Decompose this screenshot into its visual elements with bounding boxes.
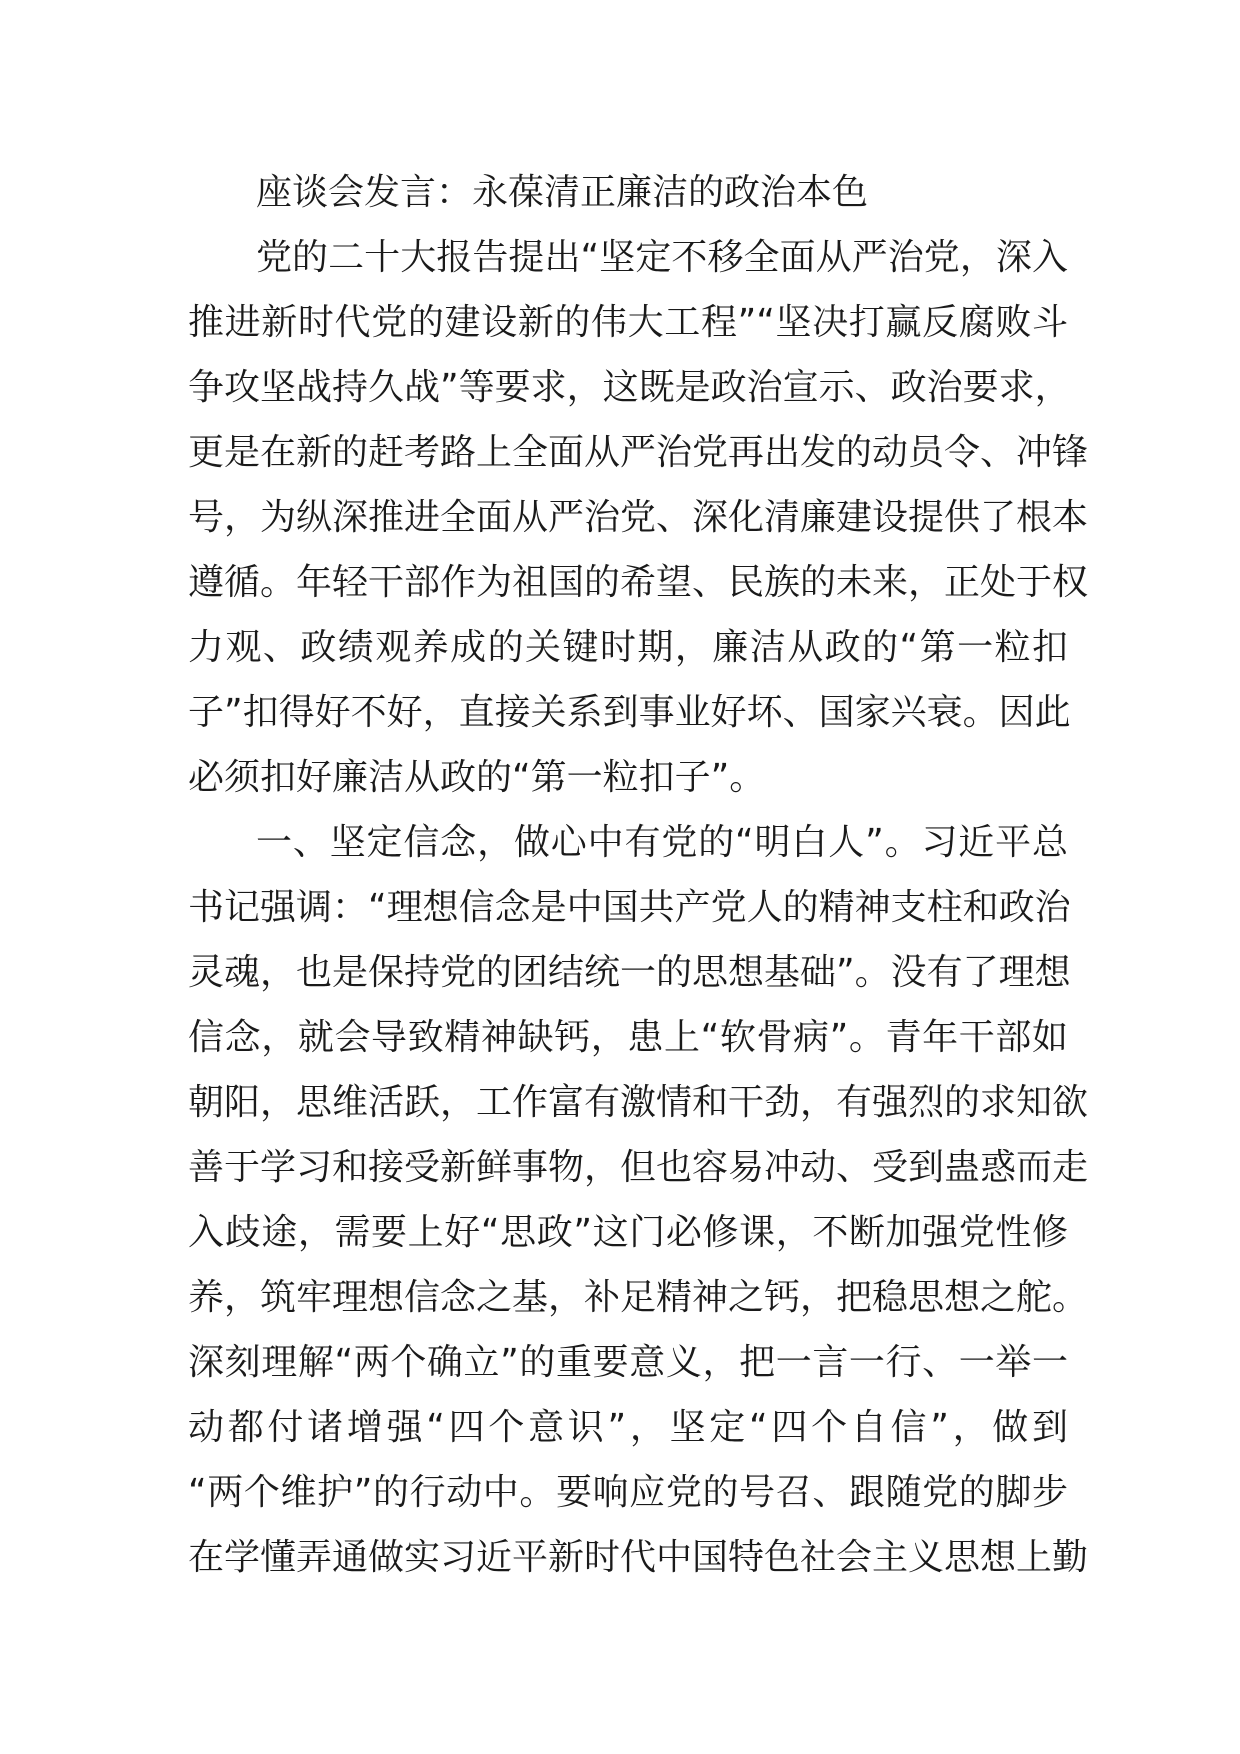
paragraph-line: 善于学习和接受新鲜事物，但也容易冲动、受到蛊惑而走 — [188, 1147, 1089, 1188]
paragraph-line: 遵循。年轻干部作为祖国的希望、民族的未来，正处于权 — [188, 562, 1089, 603]
paragraph-line: 更是在新的赶考路上全面从严治党再出发的动员令、冲锋 — [188, 432, 1089, 473]
paragraph-line: 一、坚定信念，做心中有党的“明白人”。习近平总 — [256, 822, 1068, 863]
paragraph-line: 动都付诸增强“四个意识”，坚定“四个自信”，做到 — [188, 1407, 1068, 1448]
paragraph-line: 朝阳，思维活跃，工作富有激情和干劲，有强烈的求知欲 — [188, 1082, 1089, 1123]
paragraph-line: 争攻坚战持久战”等要求，这既是政治宣示、政治要求， — [188, 367, 1071, 408]
paragraph-line: 信念，就会导致精神缺钙，患上“软骨病”。青年干部如 — [188, 1017, 1068, 1058]
paragraph-line: 号，为纵深推进全面从严治党、深化清廉建设提供了根本 — [188, 497, 1089, 538]
paragraph-line: 入歧途，需要上好“思政”这门必修课，不断加强党性修 — [188, 1212, 1068, 1253]
paragraph-line: 养，筑牢理想信念之基，补足精神之钙，把稳思想之舵。 — [188, 1277, 1089, 1318]
paragraph-line: 党的二十大报告提出“坚定不移全面从严治党，深入 — [256, 237, 1068, 278]
document-body — [188, 160, 1089, 1590]
document-title: 座谈会发言：永葆清正廉洁的政治本色 — [256, 172, 869, 213]
paragraph-line: “两个维护”的行动中。要响应党的号召、跟随党的脚步 — [188, 1472, 1068, 1513]
paragraph-line: 灵魂，也是保持党的团结统一的思想基础”。没有了理想 — [188, 952, 1071, 993]
paragraph-line: 力观、政绩观养成的关键时期，廉洁从政的“第一粒扣 — [188, 627, 1068, 668]
paragraph-line: 在学懂弄通做实习近平新时代中国特色社会主义思想上勤 — [188, 1537, 1089, 1578]
paragraph-line: 书记强调：“理想信念是中国共产党人的精神支柱和政治 — [188, 887, 1071, 928]
paragraph-line: 子”扣得好不好，直接关系到事业好坏、国家兴衰。因此 — [188, 692, 1071, 733]
paragraph-line: 深刻理解“两个确立”的重要意义，把一言一行、一举一 — [188, 1342, 1068, 1383]
paragraph-line: 必须扣好廉洁从政的“第一粒扣子”。 — [188, 757, 766, 798]
paragraph-line: 推进新时代党的建设新的伟大工程”“坚决打赢反腐败斗 — [188, 302, 1068, 343]
